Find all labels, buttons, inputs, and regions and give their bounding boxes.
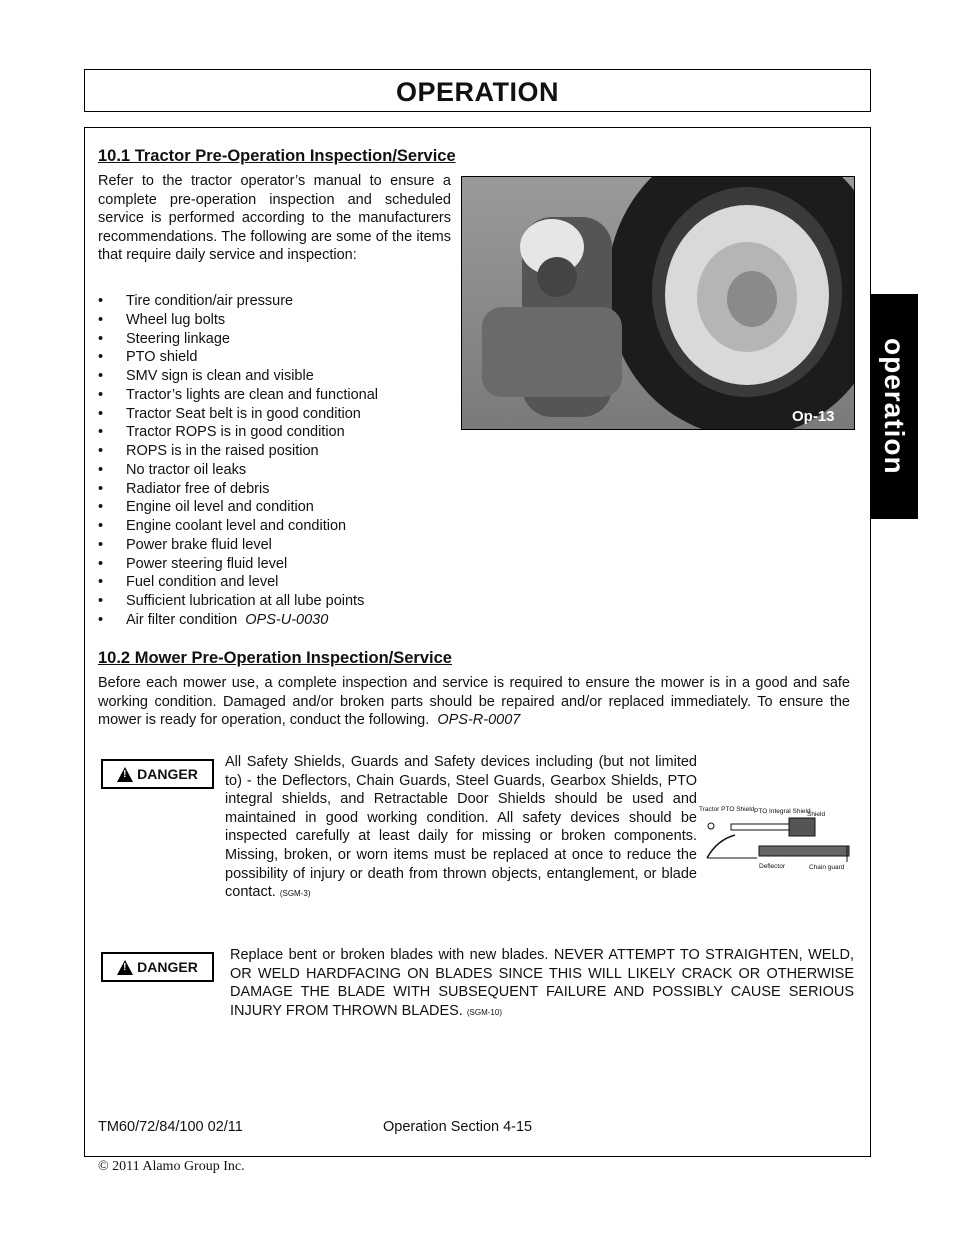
- danger-text-1: [225, 753, 697, 904]
- inspection-item-text: Power brake fluid level: [126, 536, 272, 553]
- section-heading-tractor: 10.1 Tractor Pre-Operation Inspection/Service: [98, 147, 456, 165]
- danger-text-2-body: Replace bent or broken blades with new blades. NEVER ATTEMPT TO STRAIGHTEN, WELD, OR WELD HARDFACING ON BLADES SINCE THIS WILL LIKELY CRACK OR OTHERWISE DAMAGE THE BLADE WITH SUBSEQUENT FAILURE AND POSSIBLY CAUSE SERIOUS INJURY FROM THROWN BLADES.: [230, 947, 854, 1019]
- section-intro-mower: [98, 674, 850, 730]
- inspection-item: [98, 536, 378, 555]
- inspection-item: [98, 423, 378, 442]
- inspection-item-text: PTO shield: [126, 349, 198, 366]
- footer-page: Operation Section 4-15: [383, 1119, 533, 1135]
- danger-text-1-body: All Safety Shields, Guards and Safety devices including (but not limited to) - the Deflectors, Chain Guards, Steel Guards, Gearbox Shields, PTO integral shields, and Retractable Door Shields should be used and maintained in good working condition. All safety devices should be inspected carefully at least daily for missing or broken components. Missing, broken, or worn items must be replaced at once to reduce the possibility of injury or death from thrown objects, entanglement, or blade contact.: [225, 754, 697, 901]
- inspection-list: [98, 292, 378, 630]
- inspection-item: [98, 386, 378, 405]
- inspection-item: [98, 292, 378, 311]
- inspection-item-text: Tractor Seat belt is in good condition: [126, 405, 361, 422]
- inspection-item-text: No tractor oil leaks: [126, 461, 247, 478]
- danger-badge-2: [101, 952, 214, 982]
- inspection-item-text: Tractor ROPS is in good condition: [126, 424, 345, 441]
- warning-triangle-icon: [117, 960, 133, 975]
- inspection-item: [98, 611, 378, 630]
- danger-badge-1: [101, 759, 214, 789]
- shield-diagram: [697, 800, 857, 875]
- danger-badge-label: DANGER: [137, 959, 198, 975]
- photo-label: Op-13: [792, 408, 835, 425]
- inspection-item: [98, 311, 378, 330]
- inspection-item-text: Engine coolant level and condition: [126, 518, 347, 534]
- photo-graphic: [462, 177, 854, 429]
- danger-badge-label: DANGER: [137, 766, 198, 782]
- inspection-item-text: SMV sign is clean and visible: [126, 368, 314, 384]
- inspection-item-text: Tractor’s lights are clean and functional: [126, 386, 379, 403]
- diagram-label-pto-integral: PTO Integral Shield: [754, 808, 811, 815]
- inspection-item: [98, 330, 378, 349]
- page-header: [84, 69, 871, 112]
- inspection-item-text: Engine oil level and condition: [126, 499, 314, 516]
- inspection-item: [98, 348, 378, 367]
- section-intro-tractor: Refer to the tractor operator’s manual to ensure a complete pre-operation inspection and scheduled service is performed according to the manufacturers recommendations. The following are some of the items that require daily service and inspection:: [98, 173, 451, 264]
- danger-text-2: [230, 946, 854, 1022]
- inspection-item-text: Steering linkage: [126, 330, 230, 347]
- footer-copyright: © 2011 Alamo Group Inc.: [98, 1159, 245, 1174]
- inspection-item: [98, 573, 378, 592]
- danger-text-2-code: (SGM-10): [466, 1007, 502, 1017]
- inspection-item: [98, 555, 378, 574]
- diagram-label-deflector: Deflector: [759, 863, 786, 870]
- inspection-item-text: Tire condition/air pressure: [126, 293, 294, 309]
- section-intro-mower-code: OPS-R-0007: [437, 712, 521, 729]
- danger-text-1-code: (SGM-3): [279, 889, 311, 899]
- inspection-item-text: ROPS is in the raised position: [126, 443, 319, 459]
- inspection-item-text: Fuel condition and level: [126, 574, 279, 591]
- inspection-item: [98, 517, 378, 536]
- section-intro-mower-text: Before each mower use, a complete inspection and service is required to ensure the mower is in a good and safe working condition. Damaged and/or broken parts should be repaired and/or replaced immediately. To ensure the mower is ready for operation, conduct the following.: [98, 675, 850, 729]
- diagram-label-tractor-pto: Tractor PTO Shield: [699, 806, 755, 813]
- diagram-label-chain-guard: Chain guard: [809, 864, 845, 871]
- inspection-item: [98, 480, 378, 499]
- inspection-item-text: Wheel lug bolts: [126, 311, 226, 328]
- inspection-item: [98, 405, 378, 424]
- inspection-item-text: Power steering fluid level: [126, 555, 288, 572]
- inspection-item-text: Air filter condition: [126, 611, 238, 628]
- inspection-item: [98, 592, 378, 611]
- diagram-label-shield: Shield: [807, 811, 826, 818]
- inspection-item-text: Radiator free of debris: [126, 480, 270, 497]
- side-tab-label: operation: [879, 338, 910, 475]
- inspection-item: [98, 367, 378, 386]
- inspection-item-code: OPS-U-0030: [245, 611, 329, 628]
- tire-inspection-photo: [461, 176, 855, 430]
- footer-model: TM60/72/84/100 02/11: [98, 1119, 243, 1135]
- inspection-item: [98, 498, 378, 517]
- inspection-item-text: Sufficient lubrication at all lube points: [126, 593, 365, 609]
- inspection-item: [98, 461, 378, 480]
- inspection-item: [98, 442, 378, 461]
- warning-triangle-icon: [117, 767, 133, 782]
- section-heading-mower: 10.2 Mower Pre-Operation Inspection/Service: [98, 649, 452, 667]
- page-title: OPERATION: [395, 77, 559, 107]
- side-tab: [870, 294, 918, 519]
